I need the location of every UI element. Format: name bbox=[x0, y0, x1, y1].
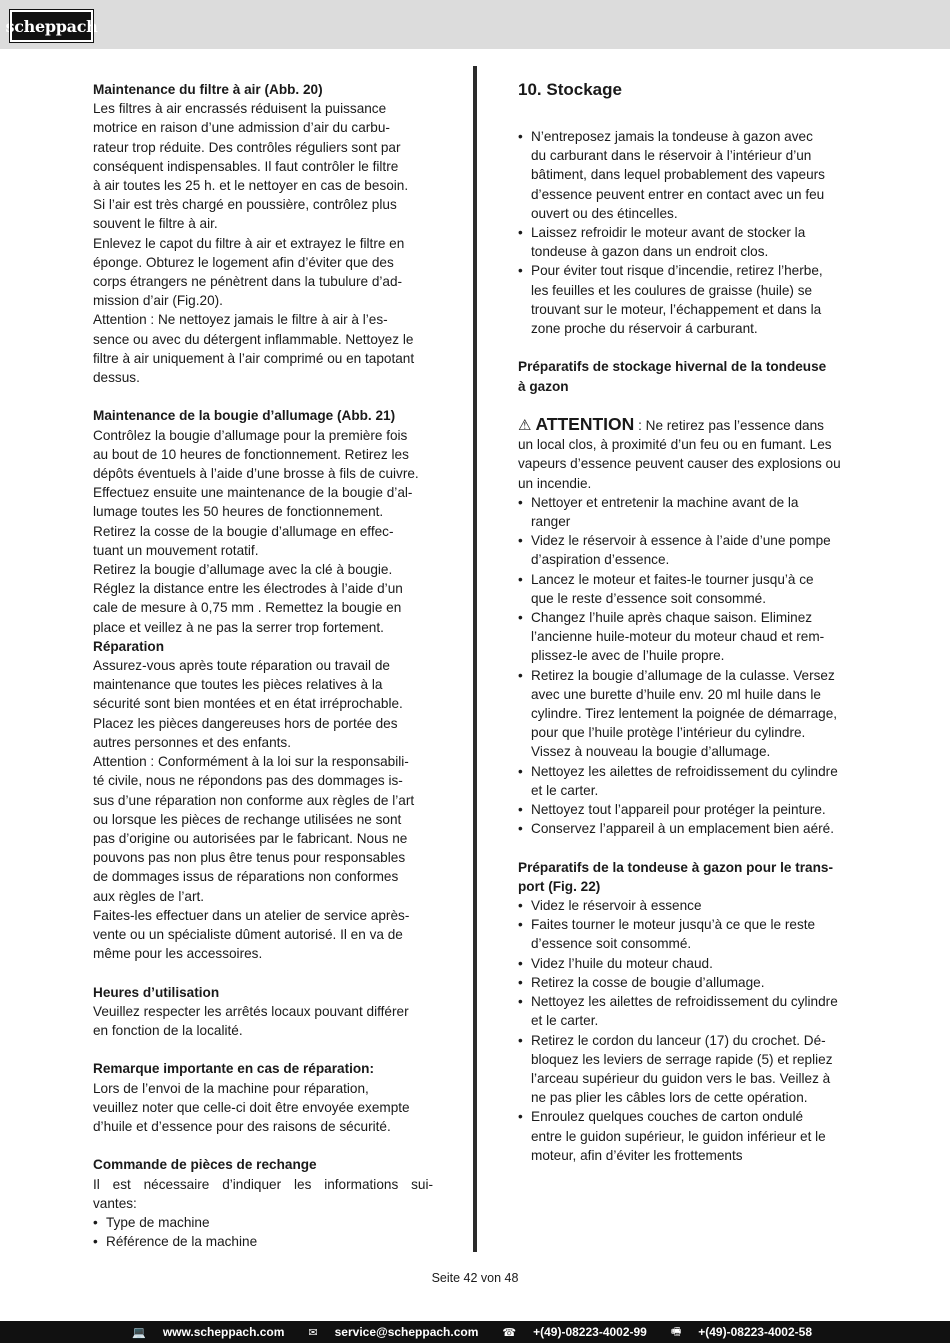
text-line: filtre à air uniquement à l’air comprimé ou en tapotant bbox=[93, 350, 415, 366]
parts-list bbox=[93, 1213, 433, 1251]
list-item-text: • Retirez le cordon du lanceur (17) du crochet. Dé- bbox=[531, 1032, 826, 1048]
list-item-text: • Nettoyez les ailettes de refroidissement du cylindre bbox=[531, 763, 838, 779]
list-item-text: moteur, afin d’éviter les frottements bbox=[531, 1147, 743, 1163]
storage-list bbox=[518, 127, 856, 338]
text-line: Lors de l’envoi de la machine pour réparation, bbox=[93, 1080, 369, 1096]
list-item bbox=[518, 915, 856, 953]
list-item bbox=[518, 570, 856, 608]
fax-text: +(49)-08223-4002-58 bbox=[698, 1325, 812, 1339]
winter-heading bbox=[518, 357, 856, 395]
footer-bar bbox=[0, 1321, 950, 1343]
list-item-text: bâtiment, dans lequel probablement des vapeurs bbox=[531, 167, 825, 183]
list-item-text: • Retirez la bougie d’allumage de la culasse. Versez bbox=[531, 667, 835, 683]
list-item-text: • Nettoyez tout l’appareil pour protéger la peinture. bbox=[531, 802, 826, 818]
text-line: Attention : Ne nettoyez jamais le filtre à air à l’es- bbox=[93, 312, 388, 328]
scheppach-logo: scheppach bbox=[10, 10, 93, 42]
text-line: souvent le filtre à air. bbox=[93, 216, 218, 232]
text-line: sence ou avec du détergent inflammable. Nettoyez le bbox=[93, 331, 414, 347]
list-item-text: • N’entreposez jamais la tondeuse à gazon avec bbox=[531, 129, 813, 144]
list-item-text: plissez-le avec de l’huile propre. bbox=[531, 648, 725, 664]
text-line: dessus. bbox=[93, 370, 140, 386]
hours-heading: Heures d’utilisation bbox=[93, 984, 220, 1000]
list-item-text: trouvant sur le moteur, l’échappement et dans la bbox=[531, 301, 822, 317]
text-line: Contrôlez la bougie d’allumage pour la première fois bbox=[93, 427, 408, 443]
text-line: Assurez-vous après toute réparation ou travail de bbox=[93, 658, 390, 674]
transport-list bbox=[518, 896, 856, 1165]
list-item-text: • Laissez refroidir le moteur avant de stocker la bbox=[531, 225, 806, 241]
heading-line: Préparatifs de la tondeuse à gazon pour le trans- bbox=[518, 859, 833, 875]
text-line: rateur trop réduite. Des contrôles réguliers sont par bbox=[93, 139, 401, 155]
text-line: lumage toutes les 50 heures de fonctionnement. bbox=[93, 504, 384, 520]
list-item bbox=[518, 531, 856, 569]
list-item-text: • Lancez le moteur et faites-le tourner jusqu’à ce bbox=[531, 571, 814, 587]
phone-icon: ☎ bbox=[502, 1326, 517, 1339]
list-item-text: ouvert ou des étincelles. bbox=[531, 205, 678, 221]
text-line: mission d’air (Fig.20). bbox=[93, 293, 223, 309]
fax-icon: 🖷 bbox=[670, 1325, 682, 1338]
footer-phone bbox=[490, 1325, 646, 1339]
list-item bbox=[518, 762, 856, 800]
mail-icon: ✉ bbox=[308, 1326, 318, 1339]
list-item-text: • Enroulez quelques couches de carton ondulé bbox=[531, 1109, 804, 1125]
heading-line: à gazon bbox=[518, 378, 569, 394]
list-item-text: • Videz l’huile du moteur chaud. bbox=[531, 955, 713, 971]
list-item-text: • Videz le réservoir à essence à l’aide d’une pompe bbox=[531, 533, 831, 549]
text-line: té civile, nous ne répondons pas des dommages is- bbox=[93, 773, 403, 789]
text-line: Les filtres à air encrassés réduisent la puissance bbox=[93, 101, 387, 117]
text-line: éponge. Obturez le logement afin d’éviter que des bbox=[93, 254, 394, 270]
list-item-text: d’essence soit consommé. bbox=[531, 936, 692, 952]
text-line: en fonction de la localité. bbox=[93, 1022, 243, 1038]
text-line: tuant un mouvement rotatif. bbox=[93, 542, 259, 558]
parts-text: Il est nécessaire d’indiquer les informations sui- bbox=[93, 1176, 433, 1192]
text-line: motrice en raison d’une admission d’air du carbu- bbox=[93, 120, 390, 136]
list-item-text: Vissez à nouveau la bougie d’allumage. bbox=[531, 744, 771, 760]
text-line: Réglez la distance entre les électrodes à l’aide d’un bbox=[93, 581, 403, 597]
text-line: sécurité sont bien montées et en état irréprochable. bbox=[93, 696, 403, 712]
list-item bbox=[518, 1031, 856, 1108]
text-line: Retirez la bougie d’allumage avec la clé à bougie. bbox=[93, 562, 393, 578]
list-item-text: d’essence peuvent entrer en contact avec un feu bbox=[531, 186, 825, 202]
list-item-text: d’aspiration d’essence. bbox=[531, 552, 670, 568]
list-item bbox=[518, 1107, 856, 1165]
list-item-text: zone proche du réservoir á carburant. bbox=[531, 321, 758, 337]
parts-heading: Commande de pièces de rechange bbox=[93, 1157, 317, 1173]
list-item-text: • Référence de la machine bbox=[106, 1234, 258, 1250]
list-item bbox=[518, 127, 856, 223]
text-line: Placez les pièces dangereuses hors de portée des bbox=[93, 715, 398, 731]
list-item-text: les feuilles et les coulures de graisse (huile) se bbox=[531, 282, 813, 298]
website-text: www.scheppach.com bbox=[162, 1325, 285, 1339]
list-item bbox=[518, 493, 856, 531]
text-line: Si l’air est très chargé en poussière, contrôlez plus bbox=[93, 197, 397, 213]
section-title: 10. Stockage bbox=[518, 80, 622, 99]
spark-plug-text bbox=[93, 426, 433, 637]
text-line: Veuillez respecter les arrêtés locaux pouvant différer bbox=[93, 1003, 409, 1019]
list-item-text: • Type de machine bbox=[106, 1214, 210, 1230]
text-line: de dommages issus de réparations non conformes bbox=[93, 869, 399, 885]
footer-website[interactable] bbox=[120, 1325, 284, 1339]
text-line: place et veillez à ne pas la serrer trop fortement. bbox=[93, 619, 384, 635]
text-line: Retirez la cosse de la bougie d’allumage en effec- bbox=[93, 523, 394, 539]
text-line: Attention : Conformément à la loi sur la responsabili- bbox=[93, 754, 409, 770]
list-item bbox=[518, 896, 856, 915]
list-item-text: du carburant dans le réservoir à l’intérieur d’un bbox=[531, 148, 812, 164]
list-item bbox=[518, 973, 856, 992]
list-item bbox=[518, 666, 856, 762]
list-item-text: l’ancienne huile-moteur du moteur chaud et rem- bbox=[531, 629, 825, 645]
list-item-text: • Conservez l’appareil à un emplacement bien aéré. bbox=[531, 821, 835, 837]
text-line: d’huile et d’essence pour des raisons de sécurité. bbox=[93, 1118, 391, 1134]
text-line: veuillez noter que celle-ci doit être envoyée exempte bbox=[93, 1099, 410, 1115]
attention-first-line: : Ne retirez pas l’essence dans bbox=[634, 418, 824, 434]
heading-line: Préparatifs de stockage hivernal de la tondeuse bbox=[518, 359, 827, 375]
list-item bbox=[93, 1213, 433, 1232]
text-line: un local clos, à proximité d’un feu ou en fumant. Les bbox=[518, 437, 832, 453]
text-line: autres personnes et des enfants. bbox=[93, 734, 291, 750]
list-item-text: bloquez les leviers de serrage rapide (5) et repliez bbox=[531, 1051, 833, 1067]
header-bar bbox=[0, 0, 950, 49]
list-item bbox=[518, 261, 856, 338]
attention-text bbox=[518, 435, 856, 493]
text-line: à air toutes les 25 h. et le nettoyer en cas de besoin. bbox=[93, 178, 409, 194]
list-item bbox=[518, 800, 856, 819]
list-item bbox=[518, 223, 856, 261]
text-line: un incendie. bbox=[518, 475, 592, 491]
air-filter-text bbox=[93, 99, 433, 387]
parts-text-end: vantes: bbox=[93, 1195, 137, 1211]
warning-icon: ⚠ bbox=[518, 417, 532, 435]
list-item bbox=[518, 954, 856, 973]
list-item-text: tondeuse à gazon dans un endroit clos. bbox=[531, 244, 769, 260]
text-line: même pour les accessoires. bbox=[93, 946, 263, 962]
text-line: vente ou un spécialiste dûment autorisé. Il en va de bbox=[93, 926, 403, 942]
list-item-text: et le carter. bbox=[531, 1013, 599, 1029]
list-item-text: • Faites tourner le moteur jusqu’à ce que le reste bbox=[531, 917, 816, 933]
text-line: Effectuez ensuite une maintenance de la bougie d’al- bbox=[93, 485, 413, 501]
list-item-text: avec une burette d’huile env. 20 ml huile dans le bbox=[531, 686, 821, 702]
spark-plug-heading: Maintenance de la bougie d’allumage (Abb. 21) bbox=[93, 408, 396, 424]
list-item-text: • Changez l’huile après chaque saison. Eliminez bbox=[531, 610, 813, 626]
air-filter-heading: Maintenance du filtre à air (Abb. 20) bbox=[93, 82, 323, 97]
list-item-text: • Pour éviter tout risque d’incendie, retirez l’herbe, bbox=[531, 263, 823, 279]
heading-line: port (Fig. 22) bbox=[518, 878, 601, 894]
list-item-text: et le carter. bbox=[531, 782, 599, 798]
list-item-text: • Nettoyez les ailettes de refroidissement du cylindre bbox=[531, 994, 838, 1010]
list-item bbox=[518, 608, 856, 666]
list-item-text: ne pas plier les câbles lors de cette opération. bbox=[531, 1090, 808, 1106]
remark-text bbox=[93, 1079, 433, 1137]
list-item-text: • Videz le réservoir à essence bbox=[531, 898, 702, 914]
left-column bbox=[93, 80, 433, 1251]
text-line: ou lorsque les pièces de rechange utilisées ne sont bbox=[93, 811, 402, 827]
text-line: maintenance que toutes les pièces relatives à la bbox=[93, 677, 383, 693]
email-text: service@scheppach.com bbox=[334, 1325, 479, 1339]
text-line: conséquent indispensables. Il faut contrôler le filtre bbox=[93, 158, 399, 174]
text-line: pouvons pas non plus être tenus pour responsables bbox=[93, 850, 406, 866]
list-item-text: que le reste d’essence soit consommé. bbox=[531, 590, 766, 606]
hours-text bbox=[93, 1002, 433, 1040]
page-number: Seite 42 von 48 bbox=[431, 1271, 519, 1285]
list-item-text: cylindre. Tirez lentement la poignée de démarrage, bbox=[531, 706, 838, 722]
column-divider bbox=[473, 66, 477, 1252]
list-item-text: pour que l’huile protège l’intérieur du cylindre. bbox=[531, 725, 806, 741]
winter-list bbox=[518, 493, 856, 839]
list-item bbox=[518, 819, 856, 838]
text-line: au bout de 10 heures de fonctionnement. Retirez les bbox=[93, 446, 409, 462]
attention-notice bbox=[518, 415, 856, 435]
list-item bbox=[518, 992, 856, 1030]
text-line: aux règles de l’art. bbox=[93, 888, 205, 904]
list-item-text: l’arceau supérieur du guidon vers le bas. Veillez à bbox=[531, 1070, 831, 1086]
text-line: sus d’une réparation non conforme aux règles de l’art bbox=[93, 792, 415, 808]
text-line: vapeurs d’essence peuvent causer des explosions ou bbox=[518, 456, 841, 472]
text-line: Enlevez le capot du filtre à air et extrayez le filtre en bbox=[93, 235, 405, 251]
repair-text bbox=[93, 656, 433, 963]
footer-email[interactable] bbox=[296, 1325, 478, 1339]
footer-fax bbox=[659, 1323, 812, 1342]
phone-text: +(49)-08223-4002-99 bbox=[533, 1325, 647, 1339]
list-item-text: • Retirez la cosse de bougie d’allumage. bbox=[531, 974, 765, 990]
transport-heading bbox=[518, 858, 856, 896]
text-line: pas d’origine ou autorisées par le fabricant. Nous ne bbox=[93, 830, 408, 846]
text-line: corps étrangers ne pénètrent dans la tubulure d’ad- bbox=[93, 274, 403, 290]
list-item-text: • Nettoyer et entretenir la machine avant de la bbox=[531, 494, 799, 510]
text-line: Faites-les effectuer dans un atelier de service après- bbox=[93, 907, 410, 923]
text-line: cale de mesure à 0,75 mm . Remettez la bougie en bbox=[93, 600, 402, 616]
list-item-text: entre le guidon supérieur, le guidon inférieur et le bbox=[531, 1128, 826, 1144]
list-item bbox=[93, 1232, 433, 1251]
right-column bbox=[518, 80, 856, 1165]
remark-heading: Remarque importante en cas de réparation: bbox=[93, 1061, 375, 1077]
list-item-text: ranger bbox=[531, 514, 571, 530]
computer-icon: 💻 bbox=[132, 1326, 146, 1339]
attention-label: ATTENTION bbox=[535, 414, 635, 435]
text-line: dépôts éventuels à l’aide d’une brosse à fils de cuivre. bbox=[93, 466, 419, 482]
repair-heading: Réparation bbox=[93, 638, 165, 654]
